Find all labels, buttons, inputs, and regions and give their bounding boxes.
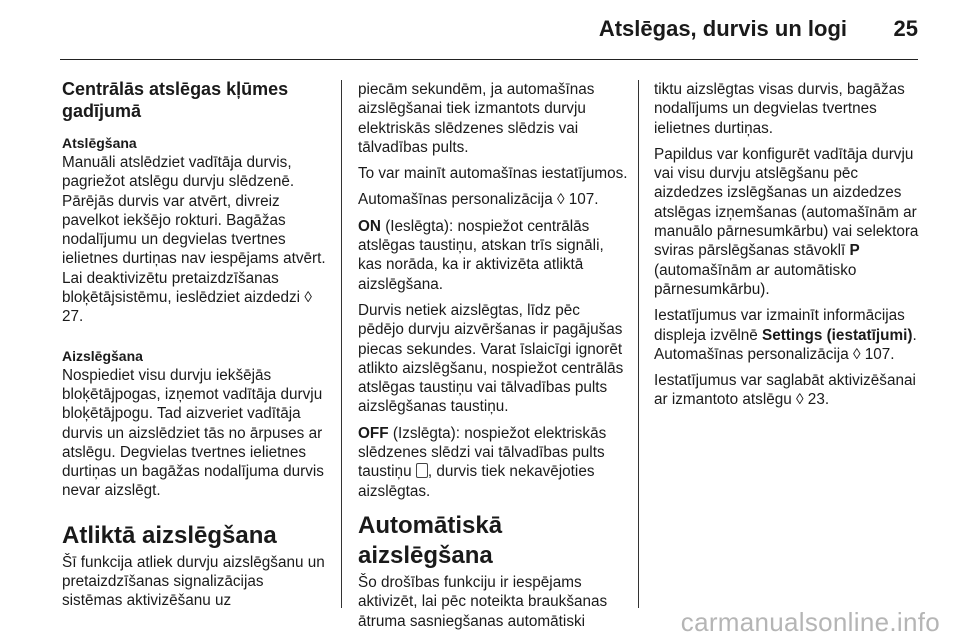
lock-icon xyxy=(416,463,428,478)
paragraph-delayed-locking: Šī funkcija atliek durvju aizslēgšanu un pretaizdzīšanas signalizācijas sistēmas aktivizēšanu uz xyxy=(62,553,325,610)
paragraph-on-option xyxy=(358,217,628,294)
header-rule xyxy=(60,59,918,60)
subheading-unlocking: Atslēgšana xyxy=(62,135,137,151)
additional-config-text-a: Papildus var konfigurēt vadītāja durvju vai visu durvju atslēgšanu pēc aizdedzes izslēgšanas un aizdedzes atslēgas izņemšanas (automašīnām ar manuālo pārnesumkārbu) vai selektora sviras pārslēgšanas stāvoklī xyxy=(654,145,919,260)
paragraph-change-settings: To var mainīt automašīnas iestatījumos. xyxy=(358,165,628,183)
off-label: OFF xyxy=(358,424,389,442)
paragraph-additional-config xyxy=(654,145,924,299)
section-heading-delayed-locking: Atliktā aizslēgšana xyxy=(62,521,277,549)
page-number: 25 xyxy=(893,16,918,41)
paragraph-auto-locking: Šo drošības funkciju ir iespējams aktivizēt, lai pēc noteikta braukšanas ātruma sasniegšanas automātiski xyxy=(358,573,608,630)
off-text-b: , durvis tiek nekavējoties aizslēgtas. xyxy=(358,463,595,500)
section-heading-central-lock-failure: Centrālās atslēgas kļūmes gadījumā xyxy=(62,79,289,121)
paragraph-locking: Nospiediet visu durvju iekšējās bloķētājpogas, izņemot vadītāja durvju bloķētājpogu. Tad aizveriet vadītāja durvis un aizslēdziet tās no ārpuses ar atslēgu. Degvielas tvertnes ielietnes durtiņas un bagāžas nodalījuma durvis nevar aizslēgt. xyxy=(62,366,324,500)
paragraph-settings-menu xyxy=(654,306,924,364)
section-heading-auto-locking: Automātiskā aizslēgšana xyxy=(358,511,503,569)
gear-position-p: P xyxy=(849,242,860,260)
paragraph-save-settings: Iestatījumus var saglabāt aktivizēšanai ar izmantoto atslēgu ◊ 23. xyxy=(654,372,916,409)
column-1 xyxy=(62,78,327,618)
column-3 xyxy=(654,80,924,417)
watermark: carmanualsonline.info xyxy=(680,607,940,637)
settings-menu-text-a: Iestatījumus var izmainīt informācijas displeja izvēlnē xyxy=(654,307,905,344)
on-text: (Ieslēgta): nospiežot centrālās atslēgas taustiņu, atskan trīs signāli, kas norāda, ka ir aktivizēta atliktā aizslēgšana. xyxy=(358,217,604,293)
column-2 xyxy=(358,80,628,638)
paragraph-auto-locking-continued: tiktu aizslēgtas visas durvis, bagāžas nodalījums un degvielas tvertnes ielietnes durtiņas. xyxy=(654,81,905,137)
column-divider-2 xyxy=(638,80,639,608)
paragraph-doors-not-locked: Durvis netiek aizslēgtas, līdz pēc pēdējo durvju aizvēršanas ir pagājušas piecas sekundes. Varat īslaicīgi ignorēt atlikto aizslēgšanu, nospiežot centrālās atslēgas taustiņu vai tālvadības pults aizslēgšanas taustiņu. xyxy=(358,301,624,416)
additional-config-text-b: (automašīnām ar automātisko pārnesumkārbu). xyxy=(654,261,857,298)
subheading-locking: Aizslēgšana xyxy=(62,347,143,364)
on-label: ON xyxy=(358,217,381,235)
paragraph-delay-continued: piecām sekundēm, ja automašīnas aizslēgšanai tiek izmantots durvju elektriskās slēdzenes slēdzis vai tālvadības pults. xyxy=(358,81,595,156)
settings-menu-label: Settings (iestatījumi) xyxy=(762,326,913,344)
paragraph-unlocking: Manuāli atslēdziet vadītāja durvis, pagriežot atslēgu durvju slēdzenē. Pārējās durvis var atvērt, divreiz pavelkot iekšējo rokturi. Bagāžas nodalījumu un degvielas tvertnes ielietnes durtiņas nav iespējams atvērt. Lai deaktivizētu pretaizdzīšanas bloķētājsistēmu, ieslēdziet aizdedzi ◊ 27. xyxy=(62,154,326,326)
off-text-a: (Izslēgta): nospiežot elektriskās slēdzenes slēdzi vai tālvadības pults taustiņu xyxy=(358,424,607,481)
paragraph-personalization-ref: Automašīnas personalizācija ◊ 107. xyxy=(358,191,599,209)
column-divider-1 xyxy=(341,80,342,608)
header-title: Atslēgas, durvis un logi xyxy=(598,16,847,41)
settings-menu-text-b: . Automašīnas personalizācija ◊ 107. xyxy=(654,326,917,363)
paragraph-off-option xyxy=(358,424,628,501)
